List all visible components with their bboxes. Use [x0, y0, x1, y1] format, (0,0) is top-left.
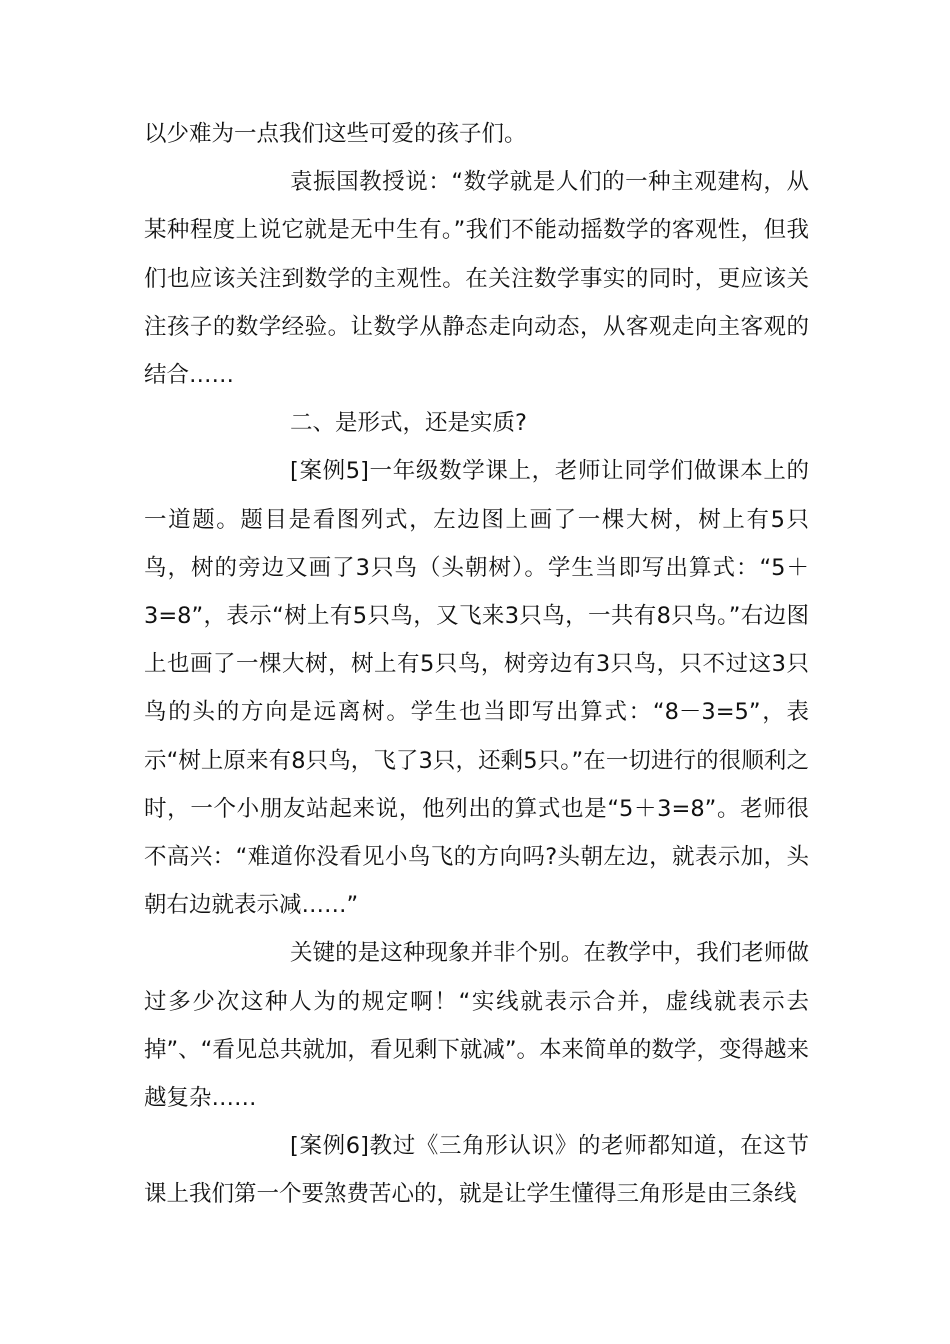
- body-text: [144, 110, 809, 1219]
- paragraph-1: 以少难为一点我们这些可爱的孩子们。: [144, 121, 527, 147]
- paragraph-4: 关键的是这种现象并非个别。在教学中，我们老师做过多少次这种人为的规定啊！“实线就表示合并，虚线就表示去掉”、“看见总共就加，看见剩下就减”。本来简单的数学，变得越来越复杂……: [144, 940, 809, 1112]
- paragraph-case-6: [案例6]教过《三角形认识》的老师都知道，在这节课上我们第一个要煞费苦心的，就是让学生懂得三角形是由三条线: [144, 1133, 809, 1208]
- paragraph-2: 袁振国教授说：“数学就是人们的一种主观建构，从某种程度上说它就是无中生有。”我们不能动摇数学的客观性，但我们也应该关注到数学的主观性。在关注数学事实的同时，更应该关注孩子的数学经验。让数学从静态走向动态，从客观走向主客观的结合……: [144, 169, 809, 389]
- paragraph-case-5: [案例5]一年级数学课上，老师让同学们做课本上的一道题。题目是看图列式，左边图上画了一棵大树，树上有5只鸟，树的旁边又画了3只鸟（头朝树）。学生当即写出算式：“5＋3=8”，表示“树上有5只鸟，又飞来3只鸟，一共有8只鸟。”右边图上也画了一棵大树，树上有5只鸟，树旁边有3只鸟，只不过这3只鸟的头的方向是远离树。学生也当即写出算式：“8－3=5”，表示“树上原来有8只鸟，飞了3只，还剩5只。”在一切进行的很顺利之时，一个小朋友站起来说，他列出的算式也是“5＋3=8”。老师很不高兴：“难道你没看见小鸟飞的方向吗?头朝左边，就表示加，头朝右边就表示减……”: [144, 458, 809, 919]
- section-heading: 二、是形式，还是实质?: [290, 410, 527, 437]
